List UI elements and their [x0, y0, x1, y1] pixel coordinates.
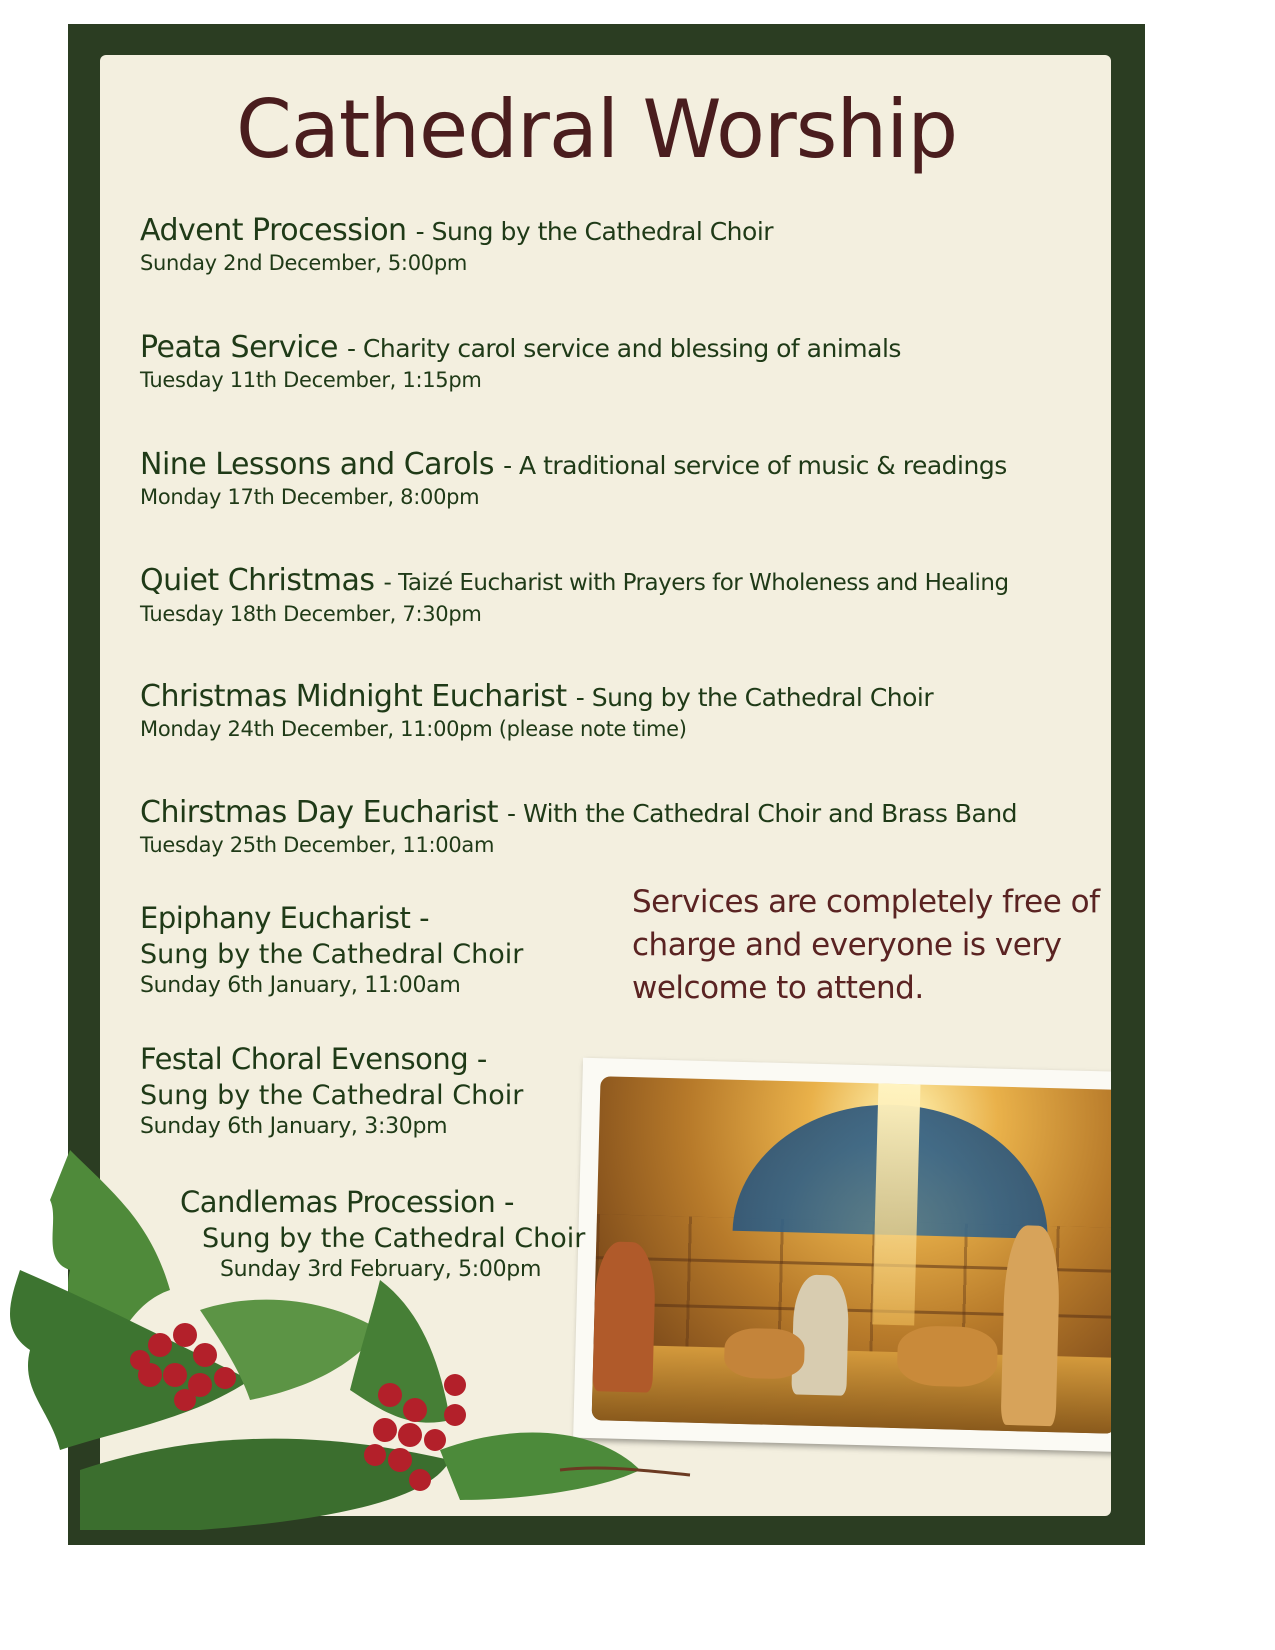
event-name: Chirstmas Day Eucharist	[140, 795, 498, 830]
event-date: Tuesday 11th December, 1:15pm	[140, 368, 482, 392]
event-festal-evensong	[140, 1040, 523, 1140]
event-desc: Sung by the Cathedral Choir	[140, 1080, 524, 1111]
event-date: Monday 17th December, 8:00pm	[140, 485, 480, 509]
event-name: Quiet Christmas	[140, 563, 375, 598]
event-name: Festal Choral Evensong -	[140, 1042, 487, 1076]
event-desc: - A traditional service of music & readings	[503, 451, 1007, 480]
event-name: Epiphany Eucharist -	[140, 901, 430, 935]
event-desc: Sung by the Cathedral Choir	[140, 939, 524, 970]
event-name: Candlemas Procession -	[180, 1185, 514, 1219]
event-nine-lessons	[140, 447, 1007, 510]
event-date: Monday 24th December, 11:00pm (please note time)	[140, 717, 687, 741]
event-desc: - Charity carol service and blessing of animals	[346, 334, 901, 363]
event-epiphany	[140, 899, 523, 999]
mary-figure	[791, 1274, 849, 1395]
event-name: Advent Procession	[140, 213, 407, 248]
event-date: Sunday 6th January, 3:30pm	[140, 1114, 448, 1139]
event-date: Tuesday 18th December, 7:30pm	[140, 602, 482, 626]
event-date: Tuesday 25th December, 11:00am	[140, 833, 495, 857]
event-desc: - With the Cathedral Choir and Brass Band	[507, 799, 1018, 828]
poster-title: Cathedral Worship	[236, 83, 958, 176]
joseph-figure	[1000, 1224, 1060, 1425]
event-candlemas	[180, 1183, 585, 1283]
event-advent-procession	[140, 213, 773, 276]
event-desc: - Sung by the Cathedral Choir	[575, 683, 934, 712]
event-date: Sunday 6th January, 11:00am	[140, 973, 461, 998]
event-desc: - Sung by the Cathedral Choir	[415, 217, 774, 246]
ox-figure	[897, 1325, 999, 1388]
event-peata-service	[140, 330, 901, 393]
event-name: Peata Service	[140, 330, 338, 365]
event-quiet-christmas	[140, 563, 1009, 627]
event-midnight-eucharist	[140, 679, 933, 742]
event-desc: Sung by the Cathedral Choir	[202, 1223, 586, 1254]
free-services-notice: Services are completely free of charge and everyone is very welcome to attend.	[632, 884, 1100, 1006]
event-name: Christmas Midnight Eucharist	[140, 679, 567, 714]
event-desc: - Taizé Eucharist with Prayers for Wholeness and Healing	[383, 570, 1009, 596]
donkey-figure	[724, 1327, 805, 1379]
event-name: Nine Lessons and Carols	[140, 447, 495, 482]
event-date: Sunday 3rd February, 5:00pm	[220, 1257, 542, 1282]
event-date: Sunday 2nd December, 5:00pm	[140, 251, 468, 275]
event-christmas-day	[140, 795, 1017, 858]
